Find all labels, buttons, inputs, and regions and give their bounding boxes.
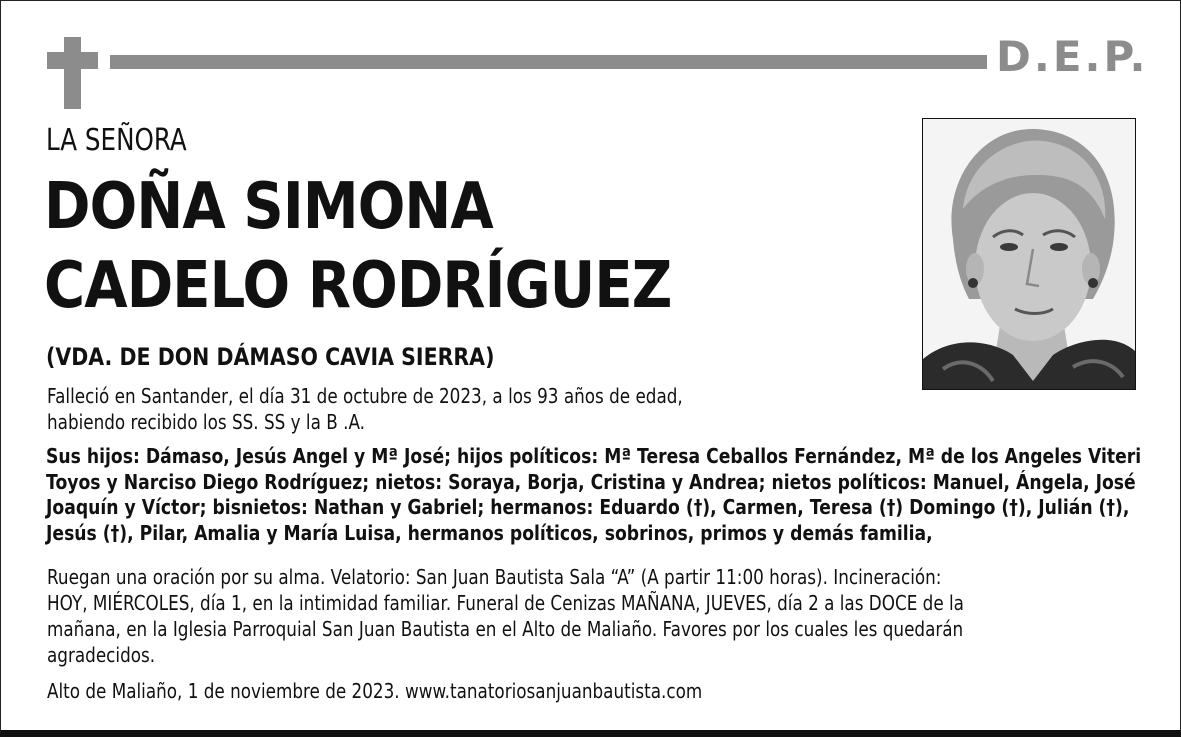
- death-notice-line-1: Falleció en Santander, el día 31 de octubre de 2023, a los 93 años de edad,: [47, 384, 683, 408]
- honorific-label: LA SEÑORA: [46, 123, 187, 158]
- widow-of-label: (VDA. DE DON DÁMASO CAVIA SIERRA): [46, 343, 495, 371]
- death-notice: [47, 383, 683, 435]
- dep-heading: D.E.P.: [996, 32, 1149, 81]
- cross-vertical-bar: [64, 37, 81, 109]
- prayer-line-3: mañana, en la Iglesia Parroquial San Juan Bautista en el Alto de Maliaño. Favores por los cuales les quedarán: [47, 617, 964, 641]
- family-line-4: Jesús (†), Pilar, Amalia y María Luisa, hermanos políticos, sobrinos, primos y demás familia,: [46, 520, 933, 545]
- place-date-website: Alto de Maliaño, 1 de noviembre de 2023. www.tanatoriosanjuanbautista.com: [47, 679, 703, 703]
- family-list: [46, 444, 1142, 546]
- deceased-name-line-1: DOÑA SIMONA: [44, 170, 493, 244]
- family-line-1: Sus hijos: Dámaso, Jesús Angel y Mª José; hijos políticos: Mª Teresa Ceballos Fernández, Mª de los Angeles Viteri: [46, 444, 1142, 468]
- deceased-name: [44, 168, 671, 326]
- prayer-line-1: Ruegan una oración por su alma. Velatorio: San Juan Bautista Sala “A” (A partir 11:00 horas). Incineración:: [47, 565, 942, 589]
- portrait-illustration: [923, 119, 1135, 389]
- header-rule: [110, 55, 987, 69]
- prayer-line-2: HOY, MIÉRCOLES, día 1, en la intimidad familiar. Funeral de Cenizas MAÑANA, JUEVES, día 2 a las DOCE de la: [47, 591, 964, 615]
- death-notice-line-2: habiendo recibido los SS. SS y la B .A.: [47, 410, 365, 434]
- cross-horizontal-bar: [47, 52, 98, 69]
- family-line-3: Joaquín y Víctor; bisnietos: Nathan y Gabriel; hermanos: Eduardo (†), Carmen, Teresa (†) Domingo (†), Julián (†),: [46, 495, 1130, 519]
- prayer-and-service-info: [47, 564, 964, 668]
- portrait-photo: [922, 118, 1136, 390]
- family-line-2: Toyos y Narciso Diego Rodríguez; nietos: Soraya, Borja, Cristina y Andrea; nietos políticos: Manuel, Ángela, José: [46, 469, 1136, 494]
- deceased-name-line-2: CADELO RODRÍGUEZ: [44, 249, 672, 323]
- prayer-line-4: agradecidos.: [47, 643, 156, 667]
